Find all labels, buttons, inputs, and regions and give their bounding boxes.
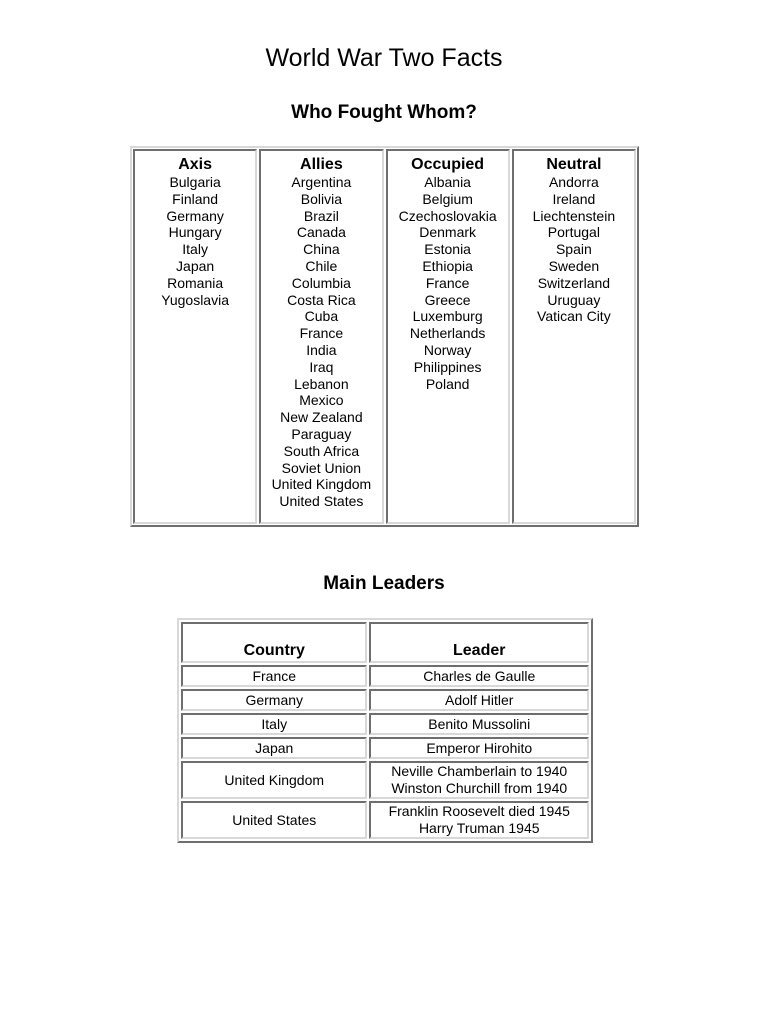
country-item: Chile (305, 257, 338, 274)
country-item: Luxemburg (412, 308, 483, 325)
country-list (388, 174, 508, 392)
country-header: Country (181, 622, 367, 663)
leaders-table-body (181, 665, 589, 839)
country-item: Spain (555, 241, 592, 258)
country-item: Denmark (419, 224, 477, 241)
country-item: Vatican City (537, 308, 611, 325)
leader-name: Charles de Gaulle (423, 667, 536, 684)
leader-header: Leader (369, 622, 589, 663)
country-item: Lebanon (294, 375, 349, 392)
country-cell: United Kingdom (181, 761, 367, 799)
country-item: Mexico (299, 392, 344, 409)
country-item: Sweden (548, 257, 600, 274)
occupied-column (386, 149, 510, 524)
country-item: Philippines (413, 358, 482, 375)
country-item: Columbia (291, 274, 351, 291)
country-item: Ethiopia (422, 257, 473, 274)
leader-cell (369, 801, 589, 839)
country-item: Estonia (424, 241, 471, 258)
allies-column (259, 149, 383, 524)
country-item: Yugoslavia (161, 291, 229, 308)
country-item: Romania (167, 274, 224, 291)
country-item: Japan (176, 257, 215, 274)
leader-cell (369, 713, 589, 735)
country-item: Albania (424, 174, 471, 190)
country-item: Hungary (168, 224, 222, 241)
table-row (181, 689, 589, 711)
leader-name: Harry Truman 1945 (418, 820, 540, 836)
country-item: New Zealand (280, 409, 363, 426)
who-fought-whom-heading: Who Fought Whom? (291, 102, 477, 123)
country-item: Portugal (547, 224, 600, 241)
country-item: Bolivia (300, 190, 342, 207)
country-item: China (303, 241, 340, 258)
country-list (135, 174, 255, 308)
table-row (181, 761, 589, 799)
table-header-row (181, 622, 589, 663)
column-heading: Neutral (546, 156, 602, 173)
country-item: Italy (182, 241, 208, 258)
country-item: Germany (166, 207, 224, 224)
leaders-table (177, 618, 593, 843)
country-list (514, 174, 634, 325)
main-leaders-heading: Main Leaders (323, 573, 445, 594)
country-item: France (299, 325, 344, 342)
leader-name: Adolf Hitler (445, 691, 514, 708)
country-item: Liechtenstein (532, 207, 616, 224)
country-item: Norway (423, 341, 472, 358)
axis-column (133, 149, 257, 524)
leader-cell (369, 689, 589, 711)
column-heading: Occupied (411, 156, 485, 173)
country-cell: France (181, 665, 367, 687)
country-item: France (425, 274, 470, 291)
country-cell: Germany (181, 689, 367, 711)
country-item: Uruguay (547, 291, 601, 308)
country-item: Ireland (552, 190, 596, 207)
leader-cell (369, 737, 589, 759)
leader-name: Winston Churchill from 1940 (391, 780, 568, 796)
country-cell: United States (181, 801, 367, 839)
neutral-column (512, 149, 636, 524)
country-item: United Kingdom (271, 476, 372, 493)
leader-name: Benito Mussolini (428, 715, 531, 732)
country-item: Bulgaria (169, 174, 221, 190)
country-list (261, 174, 381, 510)
column-heading: Allies (300, 156, 343, 173)
country-item: Greece (424, 291, 471, 308)
leader-cell (369, 665, 589, 687)
country-item: Iraq (309, 358, 334, 375)
country-item: Paraguay (291, 425, 352, 442)
country-item: Canada (296, 224, 346, 241)
table-row (181, 665, 589, 687)
country-item: Brazil (303, 207, 339, 224)
table-row (181, 713, 589, 735)
country-item: Argentina (291, 174, 352, 190)
who-fought-whom-table (130, 146, 639, 527)
country-item: United States (279, 493, 364, 510)
page-title: World War Two Facts (265, 44, 503, 72)
country-item: Cuba (304, 308, 339, 325)
country-item: South Africa (283, 442, 360, 459)
leader-cell (369, 761, 589, 799)
leader-name: Franklin Roosevelt died 1945 (388, 803, 570, 819)
country-item: Costa Rica (287, 291, 356, 308)
country-item: Finland (172, 190, 219, 207)
country-item: Belgium (422, 190, 473, 207)
country-item: Czechoslovakia (398, 207, 497, 224)
table-row (181, 801, 589, 839)
leader-name: Emperor Hirohito (426, 739, 533, 756)
country-item: Andorra (548, 174, 599, 190)
country-item: India (306, 341, 337, 358)
leader-name: Neville Chamberlain to 1940 (391, 763, 568, 779)
table-row (181, 737, 589, 759)
country-item: Soviet Union (281, 459, 362, 476)
country-item: Netherlands (409, 325, 486, 342)
country-cell: Japan (181, 737, 367, 759)
country-item: Switzerland (537, 274, 611, 291)
country-item: Poland (425, 375, 470, 392)
column-heading: Axis (178, 156, 213, 173)
country-cell: Italy (181, 713, 367, 735)
